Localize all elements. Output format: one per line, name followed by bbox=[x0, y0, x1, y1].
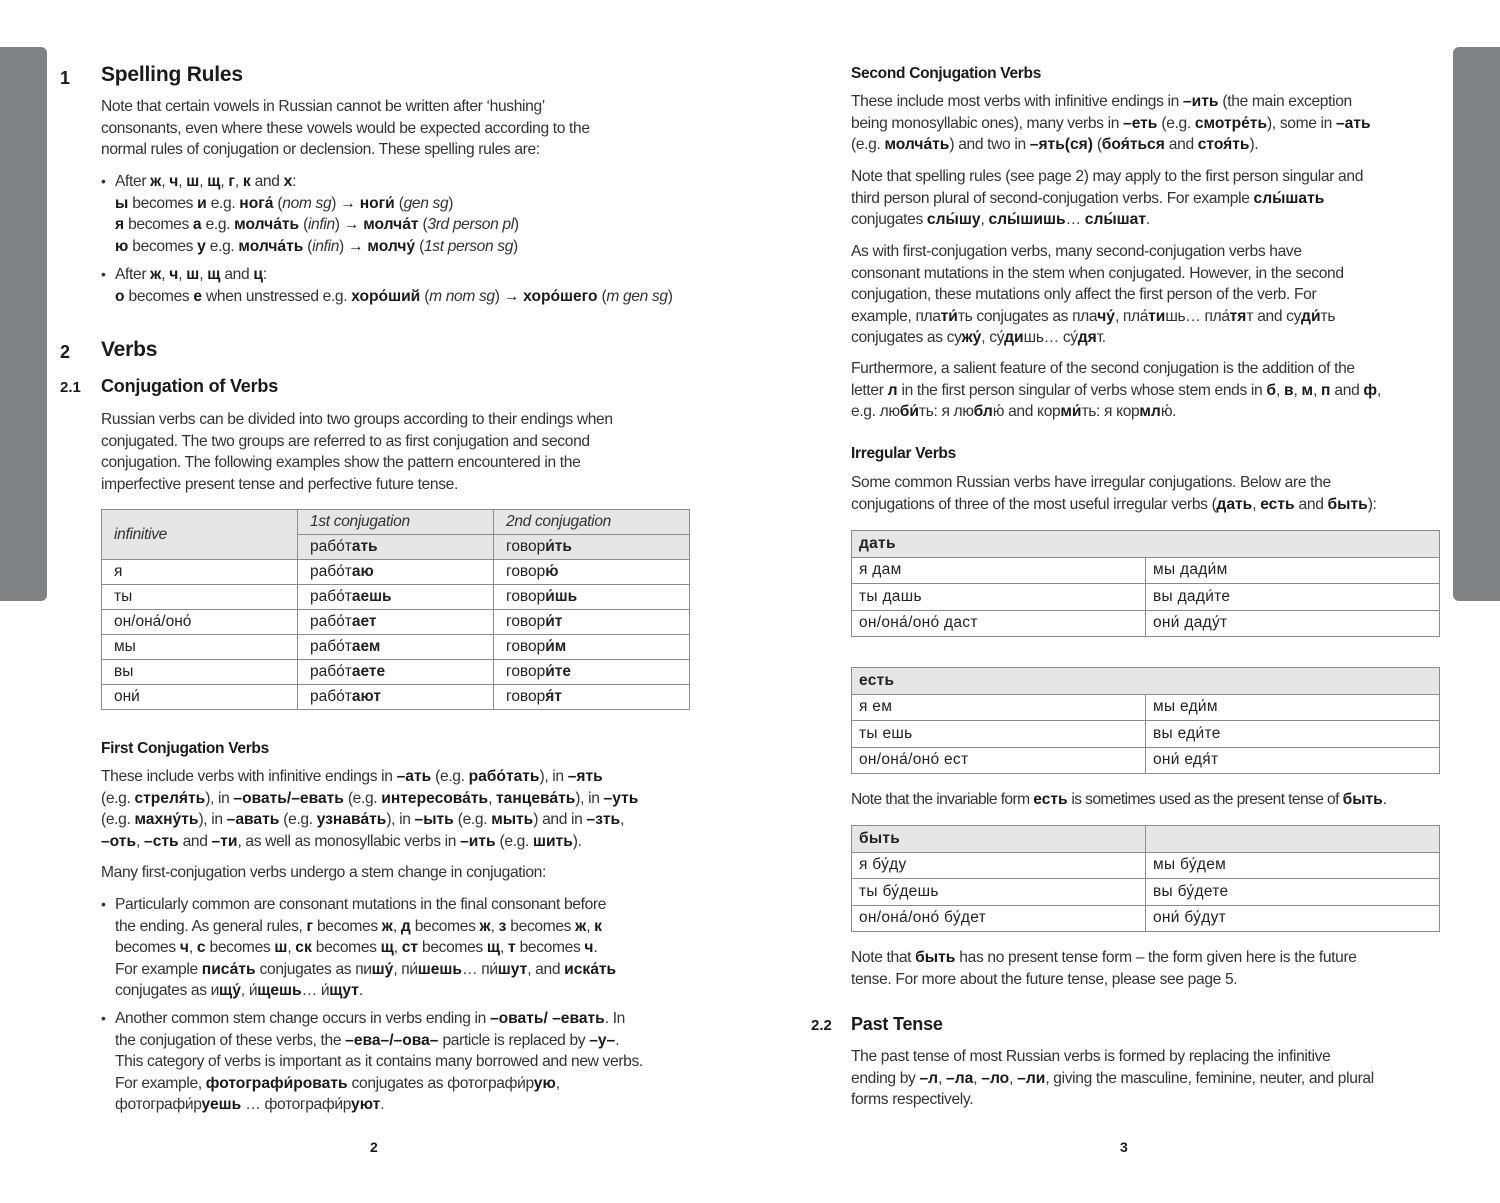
second-conjugation-cell: говори́те bbox=[494, 660, 690, 685]
first-conjugation-cell: рабо́таю bbox=[298, 560, 494, 585]
singular-form-cell: ты дашь bbox=[852, 584, 1146, 611]
section-number: 2 bbox=[60, 342, 71, 362]
plural-form-cell: они́ даду́т bbox=[1146, 610, 1440, 637]
first-conjugation-cell: рабо́таешь bbox=[298, 585, 494, 610]
pronoun-cell: вы bbox=[102, 660, 298, 685]
conjugation-intro: Russian verbs can be divided into two groups according to their endings when conjugated. The two groups are referred to as first conjugation and second conjugation. The following examples show the pattern encountered in the imperfective present tense and perfective future tense. bbox=[101, 411, 613, 493]
table-row bbox=[102, 635, 690, 660]
table-row bbox=[852, 584, 1440, 611]
col-header-second: 2nd conjugation bbox=[494, 510, 690, 535]
second-conjugation-cell: говоря́т bbox=[494, 685, 690, 710]
table-row bbox=[852, 694, 1440, 721]
table-row bbox=[102, 685, 690, 710]
l-addition-para: Furthermore, a salient feature of the second conjugation is the addition of the letter л in the first person singular of verbs whose stem ends in б, в, м, п and ф, e.g. люби́ть: я люблю́ and корми́ть: я кормлю́. bbox=[851, 360, 1382, 421]
corner-label: infinitive bbox=[102, 510, 298, 560]
subsection-title-past-tense: Past Tense bbox=[851, 1014, 943, 1034]
table-row bbox=[852, 852, 1440, 879]
singular-form-cell: ты бу́дешь bbox=[852, 879, 1146, 906]
section-title-verbs: Verbs bbox=[101, 338, 158, 361]
bullet-icon: • bbox=[101, 173, 106, 189]
singular-form-cell: я дам bbox=[852, 557, 1146, 584]
singular-form-cell: я бу́ду bbox=[852, 852, 1146, 879]
verb-header: быть bbox=[852, 826, 1146, 853]
plural-form-cell: они́ бу́дут bbox=[1146, 905, 1440, 932]
plural-form-cell: вы дади́те bbox=[1146, 584, 1440, 611]
conjugation-table bbox=[101, 509, 690, 710]
second-conjugation-para: These include most verbs with infinitive endings in –ить (the main exception being monosyllabic ones), many verbs in –еть (e.g. смотре́ть), some in –ать (e.g. молча́ть) and two in –ять(ся) (боя́ться and стоя́ть). bbox=[851, 93, 1371, 154]
spelling-rules-intro: Note that certain vowels in Russian cannot be written after ‘hushing’ consonants, even where these vowels would be expected according to the normal rules of conjugation or declension. These spelling rules are: bbox=[101, 98, 590, 159]
subsection-number: 2.1 bbox=[60, 379, 81, 396]
page-number: 3 bbox=[1120, 1139, 1128, 1155]
first-conjugation-cell: рабо́таете bbox=[298, 660, 494, 685]
stem-change-bullet bbox=[101, 894, 721, 1002]
stem-change-para: Many first-conjugation verbs undergo a stem change in conjugation: bbox=[101, 864, 546, 881]
table-row bbox=[102, 560, 690, 585]
second-conjugation-cell: говори́т bbox=[494, 610, 690, 635]
table-row bbox=[852, 905, 1440, 932]
first-conjugation-cell: рабо́тает bbox=[298, 610, 494, 635]
first-conjugation-cell: рабо́таем bbox=[298, 635, 494, 660]
plural-form-cell: вы еди́те bbox=[1146, 721, 1440, 748]
table-header-row bbox=[852, 826, 1440, 853]
mutation-para: As with first-conjugation verbs, many second-conjugation verbs have consonant mutations in the stem when conjugated. However, in the second conjugation, these mutations only affect the first person of the verb. For example, плати́ть conjugates as плачу́, пла́тишь… пла́тят and суди́ть conjugates as сужу́, су́дишь… су́дят. bbox=[851, 243, 1344, 347]
irregular-table-dat bbox=[851, 530, 1440, 637]
right-page bbox=[750, 0, 1500, 1203]
stem-change-bullet bbox=[101, 1008, 721, 1116]
table-row bbox=[852, 747, 1440, 774]
singular-form-cell: ты ешь bbox=[852, 721, 1146, 748]
first-conjugation-para: These include verbs with infinitive endings in –ать (e.g. рабо́тать), in –ять (e.g. стреля́ть), in –овать/–евать (e.g. интересова́ть, танцева́ть), in –уть (e.g. махну́ть), in –авать (e.g. узнава́ть), in –ыть (e.g. мыть) and in –зть, –оть, –сть and –ти, as well as monosyllabic verbs in –ить (e.g. шить). bbox=[101, 768, 639, 850]
pronoun-cell: мы bbox=[102, 635, 298, 660]
table-row bbox=[852, 879, 1440, 906]
bullet-icon: • bbox=[101, 1010, 106, 1026]
note-byt: Note that быть has no present tense form – the form given here is the future tense. For more about the future tense, please see page 5. bbox=[851, 949, 1357, 988]
subsection-number: 2.2 bbox=[811, 1017, 832, 1034]
infinitive-second: говори́ть bbox=[494, 535, 690, 560]
table-header-row bbox=[102, 510, 690, 535]
second-conjugation-cell: говори́м bbox=[494, 635, 690, 660]
table-row bbox=[102, 585, 690, 610]
spelling-rule-bullet bbox=[101, 171, 711, 257]
spelling-rule-bullet bbox=[101, 264, 711, 307]
irregular-table-est bbox=[851, 667, 1440, 774]
table-row bbox=[102, 660, 690, 685]
subheading-second-conjugation: Second Conjugation Verbs bbox=[851, 65, 1042, 82]
singular-form-cell: он/она́/оно́ даст bbox=[852, 610, 1146, 637]
table-header-row bbox=[852, 668, 1440, 695]
past-tense-para: The past tense of most Russian verbs is formed by replacing the infinitive ending by –л, –ла, –ло, –ли, giving the masculine, feminine, neuter, and plural forms respectively. bbox=[851, 1048, 1374, 1109]
pronoun-cell: ты bbox=[102, 585, 298, 610]
empty-header-cell bbox=[1146, 826, 1440, 853]
bullet-icon: • bbox=[101, 896, 106, 912]
bullet-icon: • bbox=[101, 266, 106, 282]
section-title-spelling-rules: Spelling Rules bbox=[101, 63, 243, 86]
pronoun-cell: я bbox=[102, 560, 298, 585]
bullet-text: Particularly common are consonant mutations in the final consonant before the ending. As general rules, г becomes ж, д becomes ж, з becomes ж, к becomes ч, с becomes ш, ск becomes щ, ст becomes щ, т becomes ч. For example писа́ть conjugates as пишу́, пи́шешь… пи́шут, and иска́ть conjugates as ищу́, и́щешь… и́щут. bbox=[115, 896, 617, 1000]
pronoun-cell: он/она́/оно́ bbox=[102, 610, 298, 635]
spelling-note-para: Note that spelling rules (see page 2) may apply to the first person singular and third person plural of second-conjugation verbs. For example слы́шать conjugates слы́шу, слы́шишь… слы́шат. bbox=[851, 168, 1364, 229]
infinitive-first: рабо́тать bbox=[298, 535, 494, 560]
irregular-table-byt bbox=[851, 825, 1440, 932]
table-header-row bbox=[852, 531, 1440, 558]
verb-header: дать bbox=[852, 531, 1440, 558]
section-number: 1 bbox=[60, 68, 71, 88]
singular-form-cell: он/она́/оно́ ест bbox=[852, 747, 1146, 774]
plural-form-cell: мы еди́м bbox=[1146, 694, 1440, 721]
page-number: 2 bbox=[370, 1139, 378, 1155]
table-row bbox=[852, 610, 1440, 637]
subheading-first-conjugation: First Conjugation Verbs bbox=[101, 740, 269, 757]
plural-form-cell: мы дади́м bbox=[1146, 557, 1440, 584]
plural-form-cell: вы бу́дете bbox=[1146, 879, 1440, 906]
col-header-first: 1st conjugation bbox=[298, 510, 494, 535]
irregular-intro: Some common Russian verbs have irregular conjugations. Below are the conjugations of three of the most useful irregular verbs (дать, есть and быть): bbox=[851, 474, 1377, 513]
table-row bbox=[852, 557, 1440, 584]
singular-form-cell: он/она́/оно́ бу́дет bbox=[852, 905, 1146, 932]
table-row bbox=[852, 721, 1440, 748]
plural-form-cell: они́ едя́т bbox=[1146, 747, 1440, 774]
subheading-irregular-verbs: Irregular Verbs bbox=[851, 445, 956, 462]
bullet-text: Another common stem change occurs in verbs ending in –овать/ –евать. In the conjugation of these verbs, the –ева–/–ова– particle is replaced by –у–. This category of verbs is important as it contains many borrowed and new verbs. For example, фотографи́ровать conjugates as фотографи́рую, фотографи́руешь … фотографи́руют. bbox=[115, 1010, 643, 1114]
note-est: Note that the invariable form есть is sometimes used as the present tense of быть. bbox=[851, 791, 1387, 808]
second-conjugation-cell: говорю́ bbox=[494, 560, 690, 585]
subsection-title-conjugation: Conjugation of Verbs bbox=[101, 376, 279, 396]
bullet-text: After ж, ч, ш, щ and ц: о becomes е when unstressed e.g. хоро́ший (m nom sg) → хоро́шего (m gen sg) bbox=[115, 266, 673, 305]
singular-form-cell: я ем bbox=[852, 694, 1146, 721]
pronoun-cell: они́ bbox=[102, 685, 298, 710]
bullet-text: After ж, ч, ш, щ, г, к and х: ы becomes и e.g. нога́ (nom sg) → ноги́ (gen sg) я becomes а e.g. молча́ть (infin) → молча́т (3rd person pl) ю becomes у e.g. молча́ть (infin) → молчу́ (1st person sg) bbox=[115, 173, 519, 255]
table-row bbox=[102, 610, 690, 635]
verb-header: есть bbox=[852, 668, 1440, 695]
plural-form-cell: мы бу́дем bbox=[1146, 852, 1440, 879]
second-conjugation-cell: говори́шь bbox=[494, 585, 690, 610]
first-conjugation-cell: рабо́тают bbox=[298, 685, 494, 710]
